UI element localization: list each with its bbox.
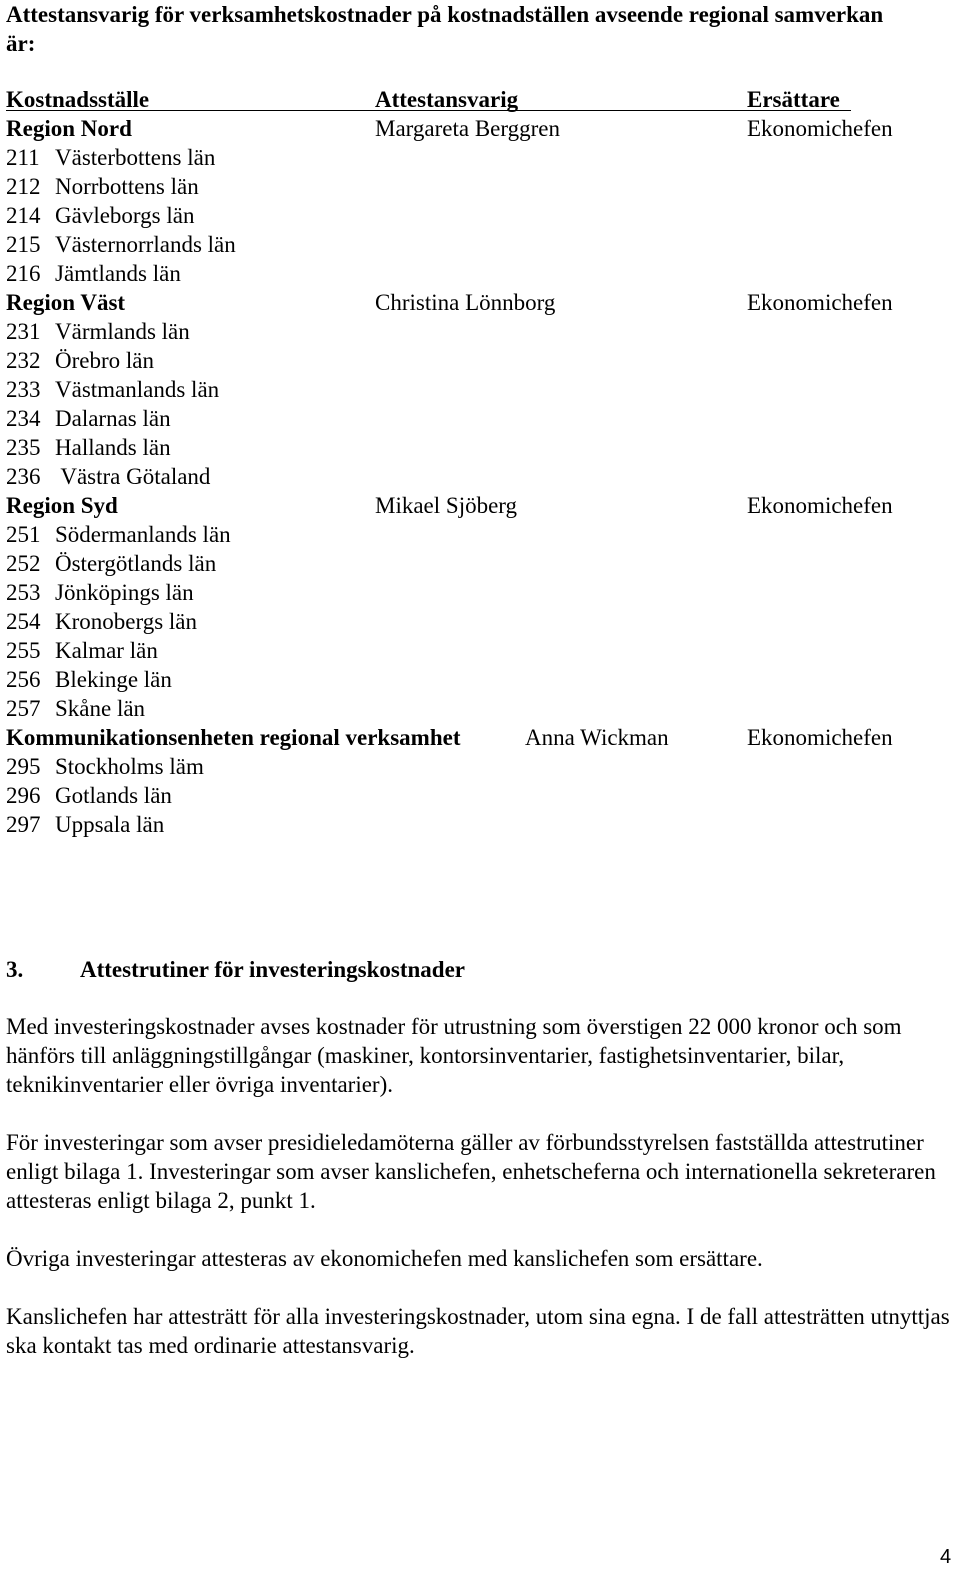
cost-center-code: 253 (6, 580, 41, 605)
region-row (6, 114, 906, 143)
cost-center-name: Hallands län (55, 435, 171, 460)
responsible-person: Margareta Berggren (375, 116, 560, 141)
cost-center-label (6, 665, 172, 694)
header-attestansvarig: Attestansvarig (375, 87, 519, 112)
cost-center-row (6, 317, 906, 346)
cost-center-name: Uppsala län (55, 812, 165, 837)
cost-center-code: 215 (6, 232, 41, 257)
cost-center-row (6, 259, 906, 288)
header-ersattare: Ersättare (747, 87, 840, 112)
cost-center-row (6, 607, 906, 636)
cost-center-row (6, 201, 906, 230)
cost-center-row (6, 549, 906, 578)
cost-center-row (6, 346, 906, 375)
cost-center-code: 231 (6, 319, 41, 344)
cost-center-row (6, 781, 906, 810)
cost-center-name: Västernorrlands län (55, 232, 236, 257)
paragraph: För investeringar som avser presidieledamöterna gäller av förbundsstyrelsen fastställda attestrutiner enligt bilaga 1. Investeringar som avser kanslichefen, enhetscheferna och internationella sekreteraren attesteras enligt bilaga 2, punkt 1. (6, 1130, 936, 1213)
cost-center-name: Gotlands län (55, 783, 172, 808)
cost-center-label (6, 810, 164, 839)
responsible-person: Anna Wickman (525, 725, 669, 750)
cost-center-name: Kronobergs län (55, 609, 198, 634)
cost-center-label (6, 578, 194, 607)
cost-center-code: 295 (6, 754, 41, 779)
region-row (6, 491, 906, 520)
responsible-person: Mikael Sjöberg (375, 493, 518, 518)
region-name: Region Nord (6, 116, 132, 141)
cost-center-code: 251 (6, 522, 41, 547)
cost-center-name: Västerbottens län (55, 145, 216, 170)
cost-center-label (6, 230, 236, 259)
cost-center-name: Örebro län (55, 348, 154, 373)
cost-center-label (6, 375, 219, 404)
cost-center-label (6, 781, 172, 810)
cost-center-label (6, 549, 216, 578)
cost-center-label (6, 694, 145, 723)
cost-center-row (6, 578, 906, 607)
section-number: 3. (6, 957, 24, 982)
cost-center-label (6, 520, 231, 549)
cost-center-name: Dalarnas län (55, 406, 171, 431)
cost-center-label (6, 172, 199, 201)
region-row (6, 288, 906, 317)
cost-center-row (6, 665, 906, 694)
cost-center-code: 297 (6, 812, 41, 837)
cost-center-name: Skåne län (55, 696, 146, 721)
cost-center-name: Västra Götaland (55, 464, 211, 489)
cost-center-row (6, 694, 906, 723)
cost-center-code: 233 (6, 377, 41, 402)
paragraph: Övriga investeringar attesteras av ekonomichefen med kanslichefen som ersättare. (6, 1246, 763, 1271)
cost-center-label (6, 201, 194, 230)
cost-center-label (6, 404, 171, 433)
cost-center-name: Jönköpings län (55, 580, 194, 605)
region-name: Region Syd (6, 493, 118, 518)
cost-center-label (6, 259, 181, 288)
table-header-row (6, 85, 906, 114)
cost-center-name: Kalmar län (55, 638, 158, 663)
cost-center-code: 216 (6, 261, 41, 286)
cost-center-label (6, 143, 215, 172)
cost-center-label (6, 317, 190, 346)
cost-center-code: 212 (6, 174, 41, 199)
cost-center-table (6, 85, 906, 839)
cost-center-row (6, 433, 906, 462)
page-number: 4 (940, 1546, 952, 1568)
cost-center-code: 256 (6, 667, 41, 692)
cost-center-name: Blekinge län (55, 667, 172, 692)
cost-center-name: Norrbottens län (55, 174, 199, 199)
cost-center-code: 214 (6, 203, 41, 228)
substitute: Ekonomichefen (747, 493, 893, 518)
section-heading (6, 955, 465, 984)
cost-center-code: 211 (6, 145, 40, 170)
cost-center-row (6, 172, 906, 201)
cost-center-code: 252 (6, 551, 41, 576)
cost-center-name: Västmanlands län (55, 377, 220, 402)
cost-center-name: Södermanlands län (55, 522, 231, 547)
cost-center-row (6, 636, 906, 665)
cost-center-label (6, 462, 210, 491)
paragraph: Med investeringskostnader avses kostnader för utrustning som överstigen 22 000 kronor och som hänförs till anläggningstillgångar (maskiner, kontorsinventarier, fastighetsinventarier, bilar, teknikinventarier eller övriga inventarier). (6, 1014, 902, 1097)
intro-text: Attestansvarig för verksamhetskostnader på kostnadställen avseende regional samverkan är: (6, 2, 884, 56)
cost-center-code: 254 (6, 609, 41, 634)
cost-center-code: 232 (6, 348, 41, 373)
cost-center-row (6, 752, 906, 781)
responsible-person: Christina Lönnborg (375, 290, 556, 315)
cost-center-label (6, 346, 154, 375)
cost-center-row (6, 462, 906, 491)
cost-center-code: 236 (6, 464, 41, 489)
cost-center-code: 257 (6, 696, 41, 721)
cost-center-code: 255 (6, 638, 41, 663)
cost-center-row (6, 810, 906, 839)
cost-center-label (6, 433, 171, 462)
cost-center-label (6, 636, 158, 665)
region-name: Region Väst (6, 290, 126, 315)
cost-center-label (6, 607, 197, 636)
substitute: Ekonomichefen (747, 116, 893, 141)
region-row (6, 723, 906, 752)
cost-center-name: Jämtlands län (55, 261, 181, 286)
cost-center-code: 296 (6, 783, 41, 808)
cost-center-label (6, 752, 204, 781)
region-name: Kommunikationsenheten regional verksamhet (6, 725, 461, 750)
substitute: Ekonomichefen (747, 290, 893, 315)
cost-center-code: 235 (6, 435, 41, 460)
substitute: Ekonomichefen (747, 725, 893, 750)
cost-center-row (6, 520, 906, 549)
cost-center-name: Stockholms läm (55, 754, 204, 779)
cost-center-name: Gävleborgs län (55, 203, 195, 228)
cost-center-name: Östergötlands län (55, 551, 217, 576)
section-title: Attestrutiner för investeringskostnader (80, 957, 465, 982)
cost-center-row (6, 143, 906, 172)
cost-center-row (6, 375, 906, 404)
cost-center-row (6, 404, 906, 433)
cost-center-code: 234 (6, 406, 41, 431)
cost-center-row (6, 230, 906, 259)
cost-center-name: Värmlands län (55, 319, 190, 344)
header-kostnadsstalle: Kostnadsställe (6, 87, 150, 112)
paragraph: Kanslichefen har attesträtt för alla investeringskostnader, utom sina egna. I de fall attesträtten utnyttjas ska kontakt tas med ordinarie attestansvarig. (6, 1304, 950, 1358)
